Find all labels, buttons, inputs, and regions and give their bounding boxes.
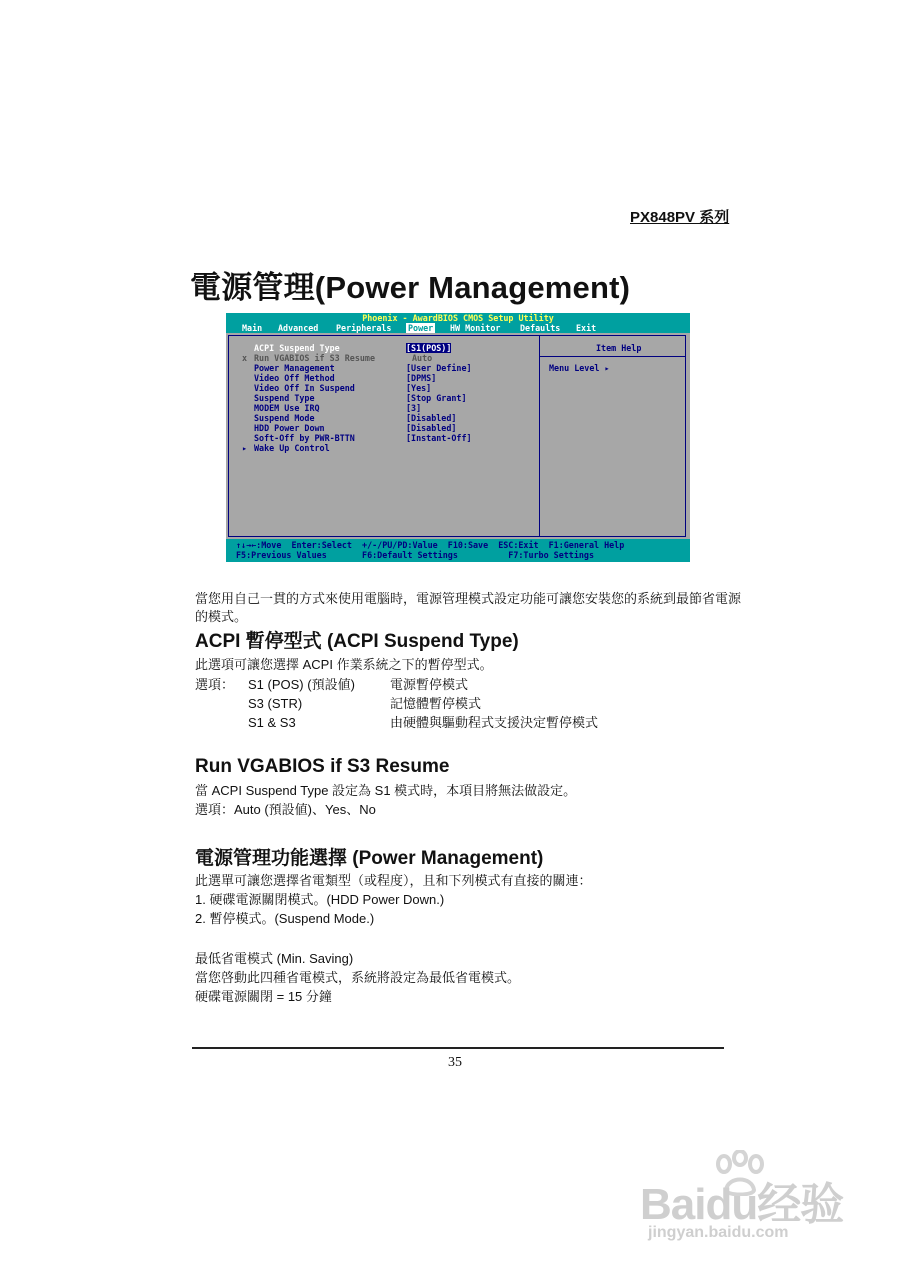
page-title: 電源管理(Power Management) [190,270,631,305]
bios-help-text: Menu Level ▸ [549,363,610,373]
submenu-arrow-icon: ▸ [242,443,248,453]
bios-item-value: [S1(POS)] [406,343,452,353]
bios-screenshot [226,313,690,562]
bios-menu-peripherals: Peripherals [336,323,392,333]
bios-item-label: Suspend Mode [254,413,315,423]
bios-footer [226,539,690,562]
bios-menu-main: Main [242,323,263,333]
acpi-option-name: S1 (POS) (預設値) [248,677,355,692]
acpi-option-desc: 由硬體與驅動程式支援決定暫停模式 [390,715,599,730]
pm-list-item: 1. 硬碟電源關閉模式。(HDD Power Down.) [195,892,445,907]
bios-item-value: [Yes] [406,383,432,393]
acpi-description: 此選項可讓您選擇 ACPI 作業系統之下的暫停型式。 [195,657,493,672]
bios-item-value: [Stop Grant] [406,393,467,403]
bios-item-value: Auto [412,353,433,363]
page-number: 35 [448,1055,462,1070]
bios-help-title: Item Help [596,343,642,353]
bios-footer-line-1: ↑↓→←:Move Enter:Select +/-/PU/PD:Value F10:Save ESC:Exit F1:General Help [236,540,625,550]
series-header: PX848PV 系列 [630,209,730,226]
bios-item-label: Run VGABIOS if S3 Resume [254,353,376,363]
acpi-options-label: 選項： [195,677,235,692]
bios-menu-exit: Exit [576,323,597,333]
bios-item-value: [DPMS] [406,373,437,383]
bios-menu-defaults: Defaults [520,323,561,333]
acpi-heading: ACPI 暫停型式 (ACPI Suspend Type) [195,631,519,652]
min-saving-hdd: 硬碟電源關閉 = 15 分鐘 [195,989,332,1004]
min-saving-description: 當您啓動此四種省電模式，系統將設定為最低省電模式。 [195,970,521,985]
pm-list-item: 2. 暫停模式。(Suspend Mode.) [195,911,375,926]
bios-item-value: [Disabled] [406,423,457,433]
baidu-watermark [640,1150,850,1250]
acpi-option-name: S3 (STR) [248,696,303,711]
bios-title: Phoenix - AwardBIOS CMOS Setup Utility [226,313,690,323]
pm-description: 此選單可讓您選擇省電類型（或程度），且和下列模式有直接的關連： [195,873,592,888]
acpi-option-desc: 記憶體暫停模式 [390,696,482,711]
bios-item-value: [Disabled] [406,413,457,423]
footer-rule [192,1047,724,1049]
bios-item-value: [3] [406,403,422,413]
bios-item-label: Soft-Off by PWR-BTTN [254,433,355,443]
bios-item-label: Suspend Type [254,393,315,403]
bios-item-value: [User Define] [406,363,472,373]
bios-item-marker: x [242,353,248,363]
bios-footer-line-2: F5:Previous Values F6:Default Settings F7:Turbo Settings [236,550,594,560]
min-saving-title: 最低省電模式 (Min. Saving) [195,951,354,966]
bios-menu-bar [226,323,690,333]
vgabios-description: 當 ACPI Suspend Type 設定為 S1 模式時，本項目將無法做設定。 [195,783,577,798]
pm-heading: 電源管理功能選擇 (Power Management) [195,848,544,869]
bios-item-label: Wake Up Control [254,443,330,453]
acpi-option-desc: 電源暫停模式 [390,677,469,692]
bios-item-label: Video Off Method [254,373,335,383]
watermark-url: jingyan.baidu.com [648,1224,789,1241]
watermark-brand: Baidu经验 [640,1180,844,1229]
bios-help-separator [540,356,686,357]
vgabios-options: 選項：Auto (預設値)、Yes、No [195,802,376,817]
bios-item-label: MODEM Use IRQ [254,403,320,413]
bios-item-label: Power Management [254,363,335,373]
bios-item-value: [Instant-Off] [406,433,472,443]
bios-menu-advanced: Advanced [278,323,319,333]
bios-divider [539,335,540,537]
vgabios-heading: Run VGABIOS if S3 Resume [195,756,450,777]
acpi-option-name: S1 & S3 [248,715,296,730]
bios-item-label: Video Off In Suspend [254,383,355,393]
bios-menu-power: Power [408,323,434,333]
bios-menu-hw-monitor: HW Monitor [450,323,501,333]
bios-item-label: HDD Power Down [254,423,325,433]
bios-item-label: ACPI Suspend Type [254,343,340,353]
intro-paragraph: 當您用自己一貫的方式來使用電腦時，電源管理模式設定功能可讓您安裝您的系統到最節省電源的模式。 [195,591,742,624]
